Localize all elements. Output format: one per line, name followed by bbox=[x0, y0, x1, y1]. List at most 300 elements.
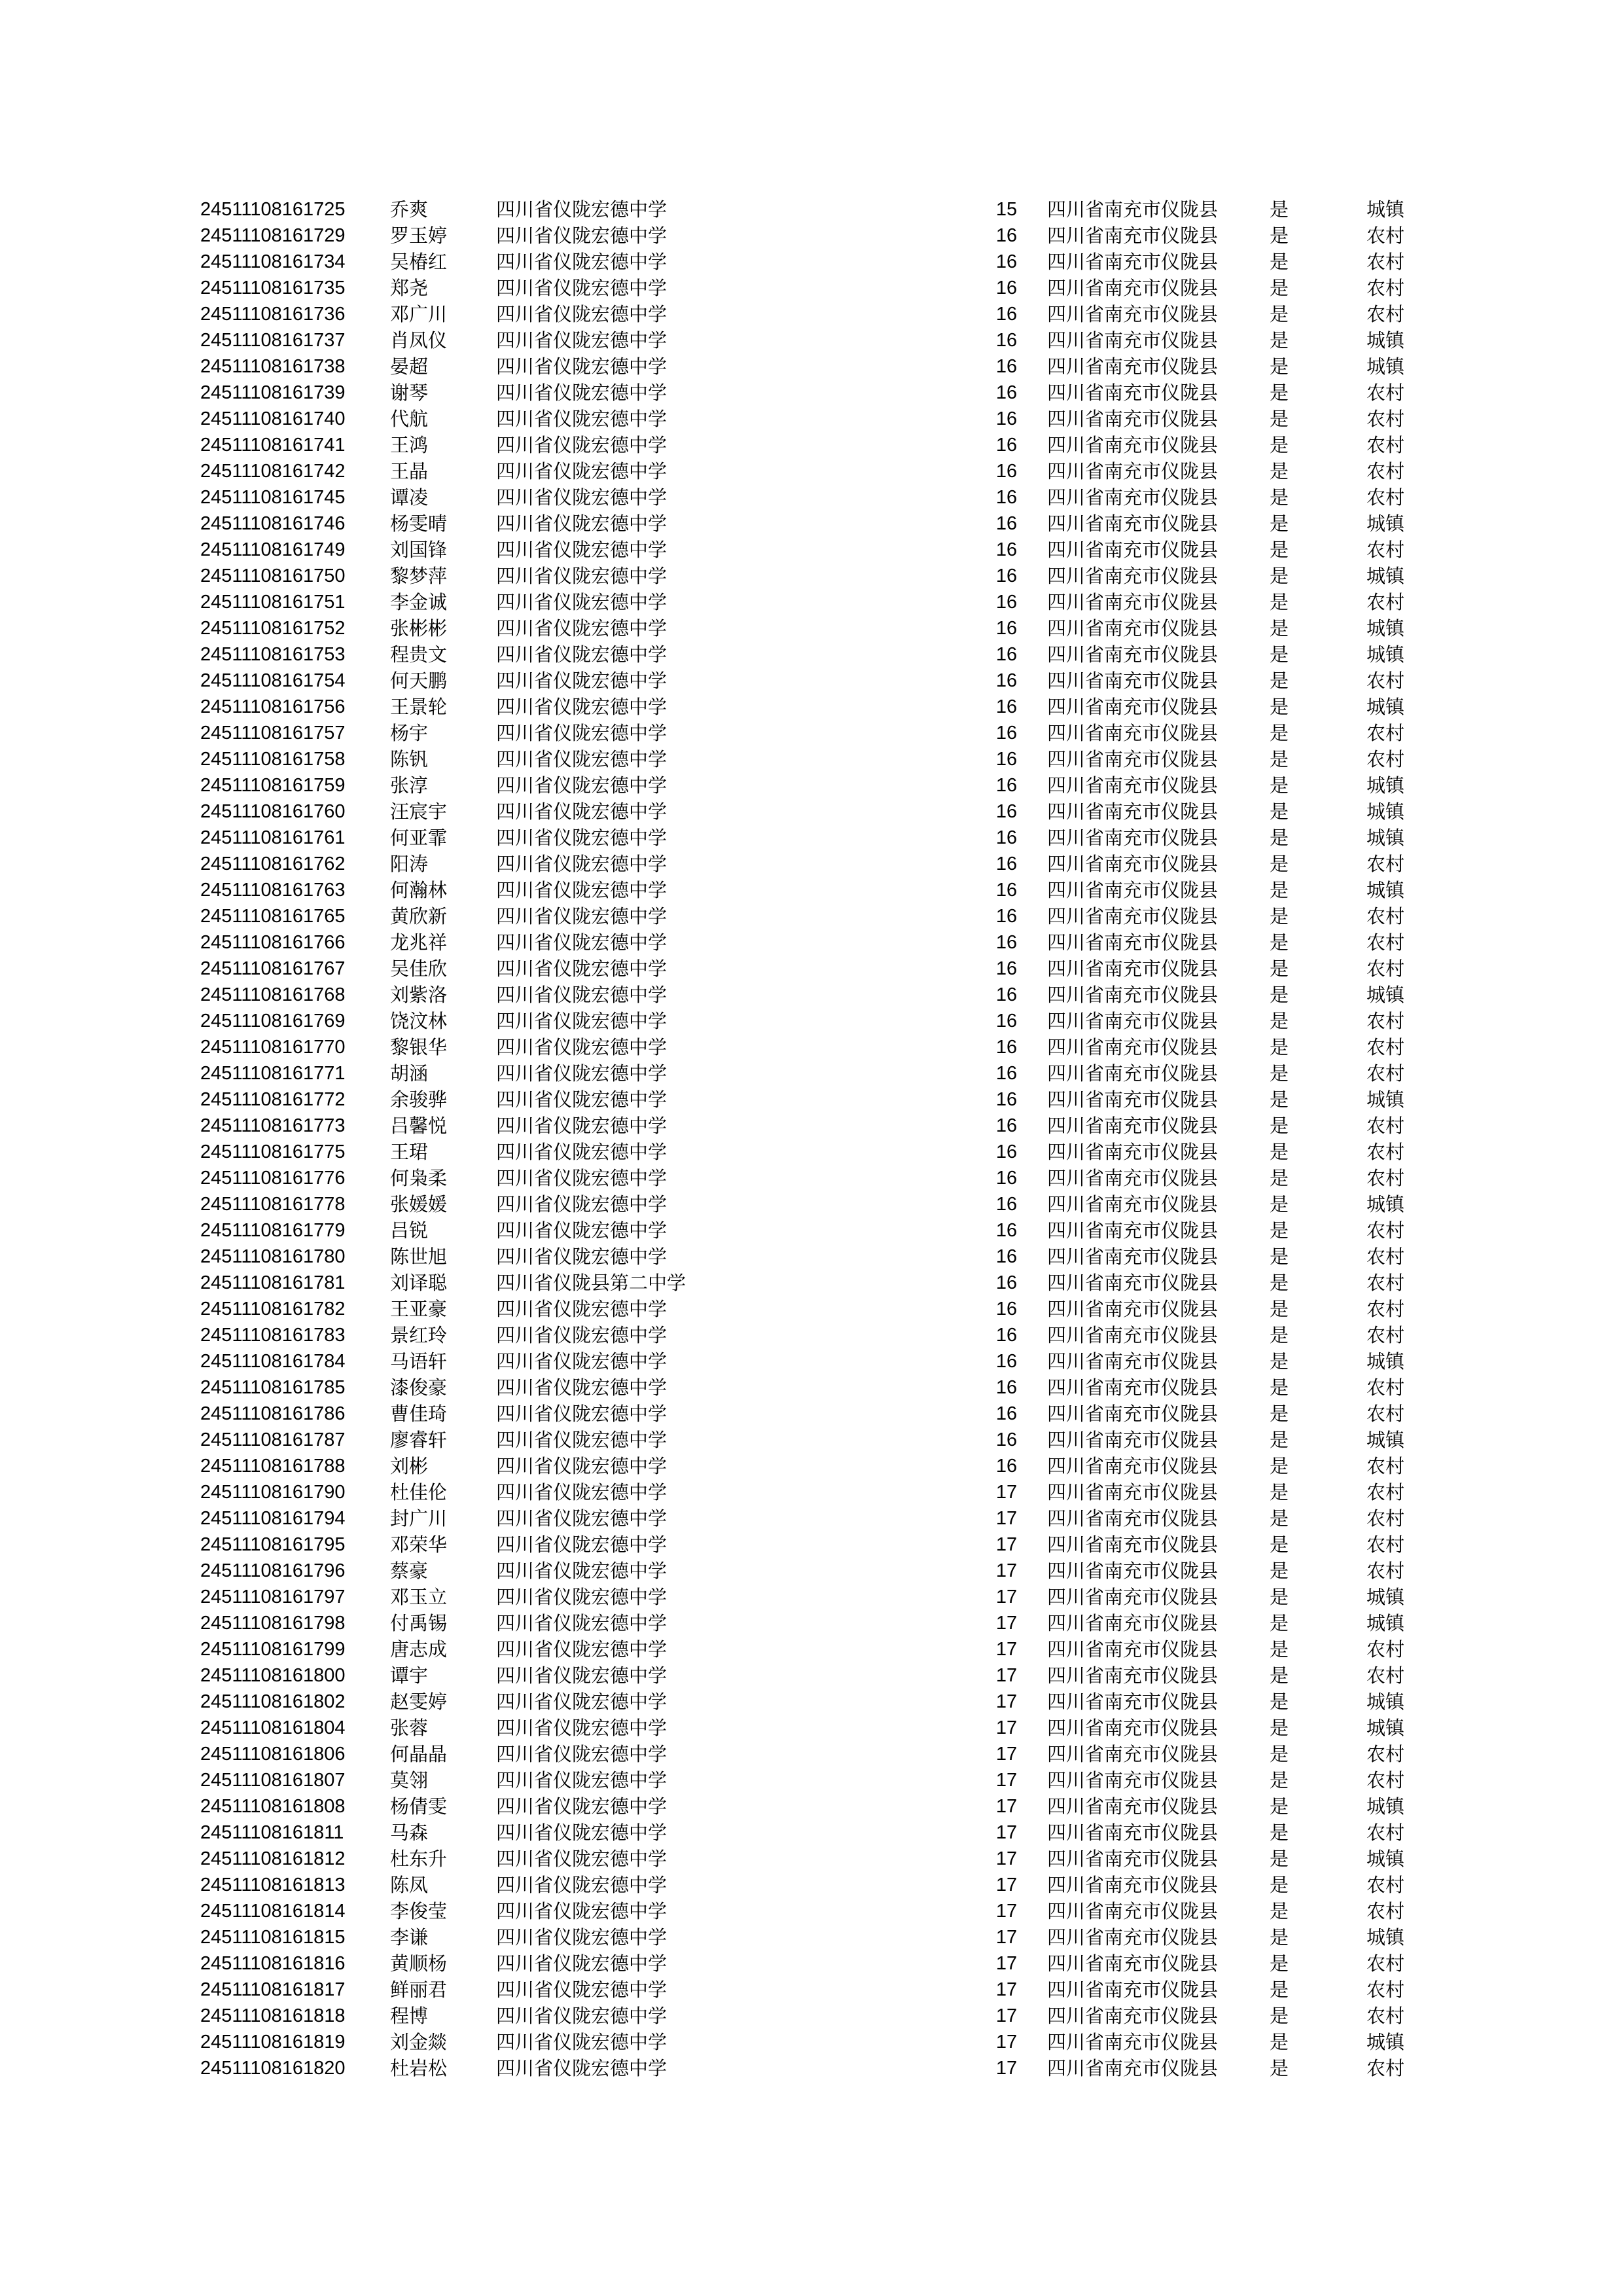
area-type-cell: 农村 bbox=[1366, 1769, 1405, 1791]
age-cell: 17 bbox=[995, 2058, 1018, 2079]
student-id-cell: 24511108161776 bbox=[200, 1168, 346, 1189]
school-name-cell: 四川省仪陇宏德中学 bbox=[496, 408, 668, 430]
flag-cell: 是 bbox=[1270, 748, 1289, 770]
age-cell: 16 bbox=[995, 1377, 1018, 1398]
area-type-cell: 农村 bbox=[1366, 1874, 1405, 1896]
area-type-cell: 农村 bbox=[1366, 2057, 1405, 2079]
age-cell: 17 bbox=[995, 1796, 1018, 1817]
table-row bbox=[0, 1165, 1623, 1191]
flag-cell: 是 bbox=[1270, 853, 1289, 875]
school-name-cell: 四川省仪陇宏德中学 bbox=[496, 1455, 668, 1477]
address-cell: 四川省南充市仪陇县 bbox=[1047, 1821, 1219, 1844]
school-name-cell: 四川省仪陇县第二中学 bbox=[496, 1272, 687, 1294]
age-cell: 16 bbox=[995, 251, 1018, 272]
area-type-cell: 农村 bbox=[1366, 460, 1405, 482]
area-type-cell: 农村 bbox=[1366, 591, 1405, 613]
table-row bbox=[0, 877, 1623, 903]
table-row bbox=[0, 1191, 1623, 1217]
student-id-cell: 24511108161819 bbox=[200, 2032, 346, 2053]
area-type-cell: 农村 bbox=[1366, 1481, 1405, 1503]
age-cell: 16 bbox=[995, 435, 1018, 456]
address-cell: 四川省南充市仪陇县 bbox=[1047, 1926, 1219, 1948]
flag-cell: 是 bbox=[1270, 1036, 1289, 1058]
table-row bbox=[0, 1008, 1623, 1034]
student-name-cell: 陈世旭 bbox=[390, 1246, 448, 1268]
flag-cell: 是 bbox=[1270, 1612, 1289, 1634]
area-type-cell: 农村 bbox=[1366, 382, 1405, 404]
school-name-cell: 四川省仪陇宏德中学 bbox=[496, 1848, 668, 1870]
area-type-cell: 农村 bbox=[1366, 1743, 1405, 1765]
school-name-cell: 四川省仪陇宏德中学 bbox=[496, 1167, 668, 1189]
student-name-cell: 李谦 bbox=[390, 1926, 429, 1948]
student-name-cell: 杜东升 bbox=[390, 1848, 448, 1870]
student-name-cell: 王珺 bbox=[390, 1141, 429, 1163]
area-type-cell: 农村 bbox=[1366, 1534, 1405, 1556]
age-cell: 16 bbox=[995, 304, 1018, 325]
student-name-cell: 黄欣新 bbox=[390, 905, 448, 927]
address-cell: 四川省南充市仪陇县 bbox=[1047, 1691, 1219, 1713]
student-name-cell: 封广川 bbox=[390, 1507, 448, 1530]
school-name-cell: 四川省仪陇宏德中学 bbox=[496, 1376, 668, 1399]
flag-cell: 是 bbox=[1270, 1115, 1289, 1137]
age-cell: 17 bbox=[995, 1770, 1018, 1791]
area-type-cell: 城镇 bbox=[1366, 198, 1405, 221]
student-name-cell: 张彬彬 bbox=[390, 617, 448, 639]
area-type-cell: 农村 bbox=[1366, 958, 1405, 980]
table-row bbox=[0, 1217, 1623, 1244]
student-id-cell: 24511108161759 bbox=[200, 775, 346, 796]
student-id-cell: 24511108161752 bbox=[200, 618, 346, 639]
area-type-cell: 城镇 bbox=[1366, 1429, 1405, 1451]
flag-cell: 是 bbox=[1270, 1193, 1289, 1215]
age-cell: 16 bbox=[995, 853, 1018, 874]
table-row bbox=[0, 1453, 1623, 1479]
student-name-cell: 张蓉 bbox=[390, 1717, 429, 1739]
address-cell: 四川省南充市仪陇县 bbox=[1047, 277, 1219, 299]
student-id-cell: 24511108161767 bbox=[200, 958, 346, 979]
area-type-cell: 农村 bbox=[1366, 224, 1405, 247]
flag-cell: 是 bbox=[1270, 958, 1289, 980]
student-id-cell: 24511108161749 bbox=[200, 539, 346, 560]
area-type-cell: 农村 bbox=[1366, 2005, 1405, 2027]
student-id-cell: 24511108161820 bbox=[200, 2058, 346, 2079]
student-id-cell: 24511108161742 bbox=[200, 461, 346, 482]
address-cell: 四川省南充市仪陇县 bbox=[1047, 617, 1219, 639]
address-cell: 四川省南充市仪陇县 bbox=[1047, 931, 1219, 954]
age-cell: 17 bbox=[995, 1927, 1018, 1948]
address-cell: 四川省南充市仪陇县 bbox=[1047, 1664, 1219, 1687]
table-row bbox=[0, 353, 1623, 380]
table-row bbox=[0, 511, 1623, 537]
student-id-cell: 24511108161754 bbox=[200, 670, 346, 691]
student-name-cell: 何天鹏 bbox=[390, 670, 448, 692]
school-name-cell: 四川省仪陇宏德中学 bbox=[496, 1874, 668, 1896]
school-name-cell: 四川省仪陇宏德中学 bbox=[496, 1429, 668, 1451]
address-cell: 四川省南充市仪陇县 bbox=[1047, 1298, 1219, 1320]
student-name-cell: 谭宇 bbox=[390, 1664, 429, 1687]
student-id-cell: 24511108161772 bbox=[200, 1089, 346, 1110]
area-type-cell: 农村 bbox=[1366, 722, 1405, 744]
table-row bbox=[0, 1401, 1623, 1427]
school-name-cell: 四川省仪陇宏德中学 bbox=[496, 1821, 668, 1844]
student-id-cell: 24511108161756 bbox=[200, 696, 346, 717]
address-cell: 四川省南充市仪陇县 bbox=[1047, 1769, 1219, 1791]
flag-cell: 是 bbox=[1270, 486, 1289, 509]
table-row bbox=[0, 1689, 1623, 1715]
area-type-cell: 农村 bbox=[1366, 1324, 1405, 1346]
age-cell: 15 bbox=[995, 199, 1018, 220]
age-cell: 17 bbox=[995, 1822, 1018, 1843]
flag-cell: 是 bbox=[1270, 1481, 1289, 1503]
flag-cell: 是 bbox=[1270, 198, 1289, 221]
table-row bbox=[0, 982, 1623, 1008]
student-name-cell: 张媛媛 bbox=[390, 1193, 448, 1215]
address-cell: 四川省南充市仪陇县 bbox=[1047, 1115, 1219, 1137]
table-row bbox=[0, 196, 1623, 223]
school-name-cell: 四川省仪陇宏德中学 bbox=[496, 1979, 668, 2001]
student-name-cell: 郑尧 bbox=[390, 277, 429, 299]
flag-cell: 是 bbox=[1270, 1088, 1289, 1111]
flag-cell: 是 bbox=[1270, 1219, 1289, 1242]
area-type-cell: 城镇 bbox=[1366, 1350, 1405, 1372]
table-row bbox=[0, 1374, 1623, 1401]
address-cell: 四川省南充市仪陇县 bbox=[1047, 539, 1219, 561]
flag-cell: 是 bbox=[1270, 2005, 1289, 2027]
student-name-cell: 龙兆祥 bbox=[390, 931, 448, 954]
student-id-cell: 24511108161771 bbox=[200, 1063, 346, 1084]
student-id-cell: 24511108161781 bbox=[200, 1272, 346, 1293]
address-cell: 四川省南充市仪陇县 bbox=[1047, 486, 1219, 509]
flag-cell: 是 bbox=[1270, 1141, 1289, 1163]
address-cell: 四川省南充市仪陇县 bbox=[1047, 722, 1219, 744]
area-type-cell: 农村 bbox=[1366, 1952, 1405, 1975]
area-type-cell: 城镇 bbox=[1366, 1717, 1405, 1739]
area-type-cell: 城镇 bbox=[1366, 879, 1405, 901]
table-row bbox=[0, 720, 1623, 746]
flag-cell: 是 bbox=[1270, 408, 1289, 430]
school-name-cell: 四川省仪陇宏德中学 bbox=[496, 1010, 668, 1032]
flag-cell: 是 bbox=[1270, 905, 1289, 927]
area-type-cell: 农村 bbox=[1366, 1900, 1405, 1922]
student-name-cell: 何枭柔 bbox=[390, 1167, 448, 1189]
address-cell: 四川省南充市仪陇县 bbox=[1047, 1324, 1219, 1346]
age-cell: 16 bbox=[995, 984, 1018, 1005]
age-cell: 16 bbox=[995, 749, 1018, 770]
area-type-cell: 农村 bbox=[1366, 1376, 1405, 1399]
school-name-cell: 四川省仪陇宏德中学 bbox=[496, 355, 668, 378]
area-type-cell: 农村 bbox=[1366, 1403, 1405, 1425]
area-type-cell: 城镇 bbox=[1366, 1193, 1405, 1215]
age-cell: 16 bbox=[995, 1403, 1018, 1424]
age-cell: 16 bbox=[995, 461, 1018, 482]
student-name-cell: 黎梦萍 bbox=[390, 565, 448, 587]
flag-cell: 是 bbox=[1270, 1952, 1289, 1975]
table-row bbox=[0, 1532, 1623, 1558]
student-name-cell: 王景轮 bbox=[390, 696, 448, 718]
address-cell: 四川省南充市仪陇县 bbox=[1047, 1638, 1219, 1660]
student-id-cell: 24511108161775 bbox=[200, 1141, 346, 1162]
area-type-cell: 农村 bbox=[1366, 251, 1405, 273]
student-id-cell: 24511108161796 bbox=[200, 1560, 346, 1581]
school-name-cell: 四川省仪陇宏德中学 bbox=[496, 1743, 668, 1765]
area-type-cell: 农村 bbox=[1366, 303, 1405, 325]
address-cell: 四川省南充市仪陇县 bbox=[1047, 2031, 1219, 2053]
student-id-cell: 24511108161735 bbox=[200, 278, 346, 298]
student-name-cell: 邓荣华 bbox=[390, 1534, 448, 1556]
school-name-cell: 四川省仪陇宏德中学 bbox=[496, 1691, 668, 1713]
area-type-cell: 城镇 bbox=[1366, 774, 1405, 797]
student-name-cell: 杜岩松 bbox=[390, 2057, 448, 2079]
age-cell: 16 bbox=[995, 1037, 1018, 1058]
address-cell: 四川省南充市仪陇县 bbox=[1047, 1743, 1219, 1765]
address-cell: 四川省南充市仪陇县 bbox=[1047, 355, 1219, 378]
student-id-cell: 24511108161813 bbox=[200, 1874, 346, 1895]
student-name-cell: 王鸿 bbox=[390, 434, 429, 456]
student-name-cell: 程贵文 bbox=[390, 643, 448, 666]
age-cell: 16 bbox=[995, 225, 1018, 246]
area-type-cell: 农村 bbox=[1366, 670, 1405, 692]
student-name-cell: 刘金燚 bbox=[390, 2031, 448, 2053]
student-name-cell: 廖睿轩 bbox=[390, 1429, 448, 1451]
flag-cell: 是 bbox=[1270, 539, 1289, 561]
student-id-cell: 24511108161807 bbox=[200, 1770, 346, 1791]
school-name-cell: 四川省仪陇宏德中学 bbox=[496, 643, 668, 666]
school-name-cell: 四川省仪陇宏德中学 bbox=[496, 1403, 668, 1425]
table-row bbox=[0, 668, 1623, 694]
school-name-cell: 四川省仪陇宏德中学 bbox=[496, 879, 668, 901]
school-name-cell: 四川省仪陇宏德中学 bbox=[496, 2031, 668, 2053]
student-name-cell: 鲜丽君 bbox=[390, 1979, 448, 2001]
area-type-cell: 城镇 bbox=[1366, 355, 1405, 378]
age-cell: 17 bbox=[995, 1560, 1018, 1581]
address-cell: 四川省南充市仪陇县 bbox=[1047, 1193, 1219, 1215]
age-cell: 17 bbox=[995, 1848, 1018, 1869]
table-row bbox=[0, 851, 1623, 877]
address-cell: 四川省南充市仪陇县 bbox=[1047, 827, 1219, 849]
table-row bbox=[0, 903, 1623, 929]
flag-cell: 是 bbox=[1270, 1769, 1289, 1791]
area-type-cell: 农村 bbox=[1366, 1272, 1405, 1294]
school-name-cell: 四川省仪陇宏德中学 bbox=[496, 1664, 668, 1687]
student-id-cell: 24511108161738 bbox=[200, 356, 346, 377]
school-name-cell: 四川省仪陇宏德中学 bbox=[496, 382, 668, 404]
school-name-cell: 四川省仪陇宏德中学 bbox=[496, 329, 668, 351]
area-type-cell: 城镇 bbox=[1366, 1612, 1405, 1634]
address-cell: 四川省南充市仪陇县 bbox=[1047, 1403, 1219, 1425]
address-cell: 四川省南充市仪陇县 bbox=[1047, 1167, 1219, 1189]
student-table bbox=[0, 196, 1623, 2081]
address-cell: 四川省南充市仪陇县 bbox=[1047, 224, 1219, 247]
student-id-cell: 24511108161784 bbox=[200, 1351, 346, 1372]
address-cell: 四川省南充市仪陇县 bbox=[1047, 643, 1219, 666]
flag-cell: 是 bbox=[1270, 1900, 1289, 1922]
flag-cell: 是 bbox=[1270, 1324, 1289, 1346]
table-row bbox=[0, 1662, 1623, 1689]
area-type-cell: 农村 bbox=[1366, 1010, 1405, 1032]
student-id-cell: 24511108161751 bbox=[200, 592, 346, 613]
address-cell: 四川省南充市仪陇县 bbox=[1047, 879, 1219, 901]
school-name-cell: 四川省仪陇宏德中学 bbox=[496, 617, 668, 639]
flag-cell: 是 bbox=[1270, 1560, 1289, 1582]
student-name-cell: 杨倩雯 bbox=[390, 1795, 448, 1818]
address-cell: 四川省南充市仪陇县 bbox=[1047, 1010, 1219, 1032]
table-row bbox=[0, 1584, 1623, 1610]
age-cell: 16 bbox=[995, 880, 1018, 901]
age-cell: 16 bbox=[995, 906, 1018, 927]
age-cell: 16 bbox=[995, 1194, 1018, 1215]
address-cell: 四川省南充市仪陇县 bbox=[1047, 1088, 1219, 1111]
area-type-cell: 农村 bbox=[1366, 1219, 1405, 1242]
school-name-cell: 四川省仪陇宏德中学 bbox=[496, 958, 668, 980]
table-row bbox=[0, 1977, 1623, 2003]
age-cell: 16 bbox=[995, 801, 1018, 822]
address-cell: 四川省南充市仪陇县 bbox=[1047, 408, 1219, 430]
student-name-cell: 谭凌 bbox=[390, 486, 429, 509]
flag-cell: 是 bbox=[1270, 434, 1289, 456]
area-type-cell: 城镇 bbox=[1366, 1691, 1405, 1713]
table-row bbox=[0, 2029, 1623, 2055]
age-cell: 17 bbox=[995, 1534, 1018, 1555]
school-name-cell: 四川省仪陇宏德中学 bbox=[496, 1769, 668, 1791]
school-name-cell: 四川省仪陇宏德中学 bbox=[496, 539, 668, 561]
student-id-cell: 24511108161736 bbox=[200, 304, 346, 325]
table-row bbox=[0, 1505, 1623, 1532]
school-name-cell: 四川省仪陇宏德中学 bbox=[496, 1507, 668, 1530]
school-name-cell: 四川省仪陇宏德中学 bbox=[496, 565, 668, 587]
address-cell: 四川省南充市仪陇县 bbox=[1047, 565, 1219, 587]
student-id-cell: 24511108161746 bbox=[200, 513, 346, 534]
flag-cell: 是 bbox=[1270, 303, 1289, 325]
school-name-cell: 四川省仪陇宏德中学 bbox=[496, 931, 668, 954]
table-row bbox=[0, 1427, 1623, 1453]
table-row bbox=[0, 1034, 1623, 1060]
student-name-cell: 晏超 bbox=[390, 355, 429, 378]
table-row bbox=[0, 1610, 1623, 1636]
address-cell: 四川省南充市仪陇县 bbox=[1047, 1429, 1219, 1451]
school-name-cell: 四川省仪陇宏德中学 bbox=[496, 460, 668, 482]
table-row bbox=[0, 1715, 1623, 1741]
student-name-cell: 张淳 bbox=[390, 774, 429, 797]
school-name-cell: 四川省仪陇宏德中学 bbox=[496, 2057, 668, 2079]
age-cell: 16 bbox=[995, 1351, 1018, 1372]
table-row bbox=[0, 2003, 1623, 2029]
student-name-cell: 漆俊豪 bbox=[390, 1376, 448, 1399]
address-cell: 四川省南充市仪陇县 bbox=[1047, 1455, 1219, 1477]
flag-cell: 是 bbox=[1270, 1926, 1289, 1948]
address-cell: 四川省南充市仪陇县 bbox=[1047, 1141, 1219, 1163]
table-row bbox=[0, 1898, 1623, 1924]
school-name-cell: 四川省仪陇宏德中学 bbox=[496, 591, 668, 613]
age-cell: 16 bbox=[995, 1246, 1018, 1267]
school-name-cell: 四川省仪陇宏德中学 bbox=[496, 748, 668, 770]
age-cell: 16 bbox=[995, 356, 1018, 377]
student-id-cell: 24511108161780 bbox=[200, 1246, 346, 1267]
student-id-cell: 24511108161762 bbox=[200, 853, 346, 874]
student-name-cell: 吕馨悦 bbox=[390, 1115, 448, 1137]
address-cell: 四川省南充市仪陇县 bbox=[1047, 958, 1219, 980]
flag-cell: 是 bbox=[1270, 1062, 1289, 1085]
student-name-cell: 杨雯晴 bbox=[390, 512, 448, 535]
address-cell: 四川省南充市仪陇县 bbox=[1047, 434, 1219, 456]
student-id-cell: 24511108161782 bbox=[200, 1299, 346, 1319]
address-cell: 四川省南充市仪陇县 bbox=[1047, 1560, 1219, 1582]
table-row bbox=[0, 275, 1623, 301]
student-id-cell: 24511108161814 bbox=[200, 1901, 346, 1922]
student-id-cell: 24511108161779 bbox=[200, 1220, 346, 1241]
age-cell: 16 bbox=[995, 775, 1018, 796]
student-name-cell: 唐志成 bbox=[390, 1638, 448, 1660]
student-id-cell: 24511108161795 bbox=[200, 1534, 346, 1555]
table-row bbox=[0, 615, 1623, 641]
student-id-cell: 24511108161783 bbox=[200, 1325, 346, 1346]
student-id-cell: 24511108161769 bbox=[200, 1011, 346, 1031]
table-row bbox=[0, 1139, 1623, 1165]
table-row bbox=[0, 956, 1623, 982]
area-type-cell: 农村 bbox=[1366, 1141, 1405, 1163]
student-name-cell: 杨宇 bbox=[390, 722, 429, 744]
flag-cell: 是 bbox=[1270, 1403, 1289, 1425]
age-cell: 17 bbox=[995, 1953, 1018, 1974]
student-id-cell: 24511108161790 bbox=[200, 1482, 346, 1503]
flag-cell: 是 bbox=[1270, 827, 1289, 849]
student-name-cell: 付禹锡 bbox=[390, 1612, 448, 1634]
age-cell: 16 bbox=[995, 1272, 1018, 1293]
student-id-cell: 24511108161758 bbox=[200, 749, 346, 770]
flag-cell: 是 bbox=[1270, 1743, 1289, 1765]
school-name-cell: 四川省仪陇宏德中学 bbox=[496, 827, 668, 849]
student-id-cell: 24511108161788 bbox=[200, 1456, 346, 1477]
table-row bbox=[0, 589, 1623, 615]
age-cell: 16 bbox=[995, 618, 1018, 639]
area-type-cell: 城镇 bbox=[1366, 565, 1405, 587]
table-row bbox=[0, 1060, 1623, 1086]
table-row bbox=[0, 380, 1623, 406]
student-name-cell: 陈凤 bbox=[390, 1874, 429, 1896]
age-cell: 16 bbox=[995, 932, 1018, 953]
flag-cell: 是 bbox=[1270, 1979, 1289, 2001]
school-name-cell: 四川省仪陇宏德中学 bbox=[496, 2005, 668, 2027]
student-id-cell: 24511108161765 bbox=[200, 906, 346, 927]
school-name-cell: 四川省仪陇宏德中学 bbox=[496, 251, 668, 273]
flag-cell: 是 bbox=[1270, 774, 1289, 797]
student-id-cell: 24511108161812 bbox=[200, 1848, 346, 1869]
student-id-cell: 24511108161802 bbox=[200, 1691, 346, 1712]
age-cell: 17 bbox=[995, 1744, 1018, 1765]
address-cell: 四川省南充市仪陇县 bbox=[1047, 382, 1219, 404]
age-cell: 16 bbox=[995, 1299, 1018, 1319]
flag-cell: 是 bbox=[1270, 1534, 1289, 1556]
flag-cell: 是 bbox=[1270, 329, 1289, 351]
student-name-cell: 程博 bbox=[390, 2005, 429, 2027]
address-cell: 四川省南充市仪陇县 bbox=[1047, 1586, 1219, 1608]
flag-cell: 是 bbox=[1270, 1638, 1289, 1660]
table-row bbox=[0, 1244, 1623, 1270]
address-cell: 四川省南充市仪陇县 bbox=[1047, 1795, 1219, 1818]
flag-cell: 是 bbox=[1270, 1874, 1289, 1896]
area-type-cell: 农村 bbox=[1366, 931, 1405, 954]
flag-cell: 是 bbox=[1270, 696, 1289, 718]
school-name-cell: 四川省仪陇宏德中学 bbox=[496, 1350, 668, 1372]
address-cell: 四川省南充市仪陇县 bbox=[1047, 1062, 1219, 1085]
age-cell: 17 bbox=[995, 1613, 1018, 1634]
address-cell: 四川省南充市仪陇县 bbox=[1047, 1874, 1219, 1896]
student-id-cell: 24511108161757 bbox=[200, 723, 346, 744]
student-id-cell: 24511108161773 bbox=[200, 1115, 346, 1136]
student-name-cell: 吕锐 bbox=[390, 1219, 429, 1242]
flag-cell: 是 bbox=[1270, 617, 1289, 639]
flag-cell: 是 bbox=[1270, 931, 1289, 954]
address-cell: 四川省南充市仪陇县 bbox=[1047, 1900, 1219, 1922]
